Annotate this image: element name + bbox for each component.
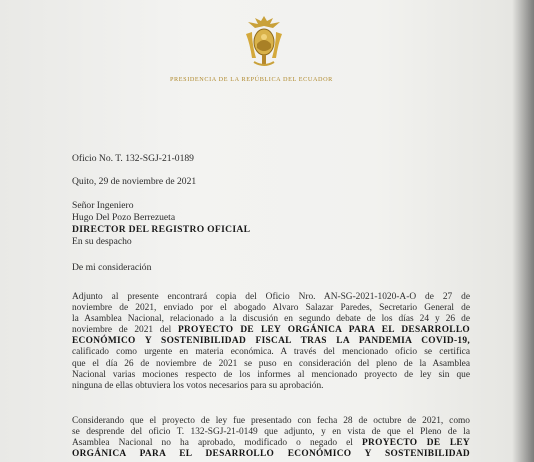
institution-header: PRESIDENCIA DE LA REPÚBLICA DEL ECUADOR: [170, 76, 333, 83]
greeting: De mi consideración: [72, 262, 152, 273]
bill-title-bold: PROYECTO DE LEY: [362, 438, 470, 449]
ecuador-coat-of-arms-icon: [240, 14, 288, 70]
paragraph-2: [72, 416, 470, 460]
paragraph-line: la Asamblea Nacional, relacionado a la discusión en segundo debate de los días 24 y 26 de: [72, 314, 470, 325]
place-date: Quito, 29 de noviembre de 2021: [72, 176, 197, 187]
paragraph-text: noviembre de 2021 del: [72, 325, 178, 336]
paragraph-line: [72, 325, 470, 336]
paragraph-line: ninguna de ellas obtuviera los votos necesarios para su aprobación.: [72, 380, 324, 391]
recipient-salutation: Señor Ingeniero: [72, 200, 134, 211]
recipient-office: En su despacho: [72, 236, 132, 247]
paragraph-line: noviembre de 2021, enviado por el abogado Alvaro Salazar Paredes, Secretario General de: [72, 303, 470, 314]
page-edge-shadow: [512, 0, 534, 462]
paragraph-line: se desprende del oficio T. 132-SGJ-21-0149 que adjunto, y en vista de que el Pleno de la: [72, 427, 470, 438]
paragraph-line: [72, 438, 470, 449]
paragraph-line: que el día 26 de noviembre de 2021 se puso en consideración del pleno de la Asamblea: [72, 358, 470, 369]
bill-title-bold: ORGÁNICA PARA EL DESARROLLO ECONÓMICO Y SOSTENIBILIDAD: [72, 449, 470, 460]
paragraph-line: [72, 449, 470, 460]
recipient-title: DIRECTOR DEL REGISTRO OFICIAL: [72, 224, 251, 235]
paragraph-1: [72, 292, 470, 392]
paragraph-line: Considerando que el proyecto de ley fue presentado con fecha 28 de octubre de 2021, como: [72, 416, 470, 426]
paragraph-text: Asamblea Nacional no ha aprobado, modificado o negado el: [72, 438, 363, 449]
bill-title-bold: PROYECTO DE LEY ORGÁNICA PARA EL DESARROLLO: [177, 325, 470, 336]
paragraph-line: Nacional varias mociones respecto de los informes al mencionado proyecto de ley sin que: [72, 369, 470, 380]
paragraph-line: Adjunto al presente encontrará copia del Oficio Nro. AN-SG-2021-1020-A-O de 27 de: [72, 292, 470, 302]
paragraph-line: [72, 336, 470, 347]
reference-number: Oficio No. T. 132-SGJ-21-0189: [72, 153, 194, 164]
paragraph-line: calificado como urgente en materia económica. A través del mencionado oficio se certifica: [72, 347, 470, 358]
recipient-name: Hugo Del Pozo Berrezueta: [72, 212, 176, 223]
bill-title-bold: ECONÓMICO Y SOSTENIBILIDAD FISCAL TRAS LA PANDEMIA COVID-19,: [72, 336, 470, 347]
